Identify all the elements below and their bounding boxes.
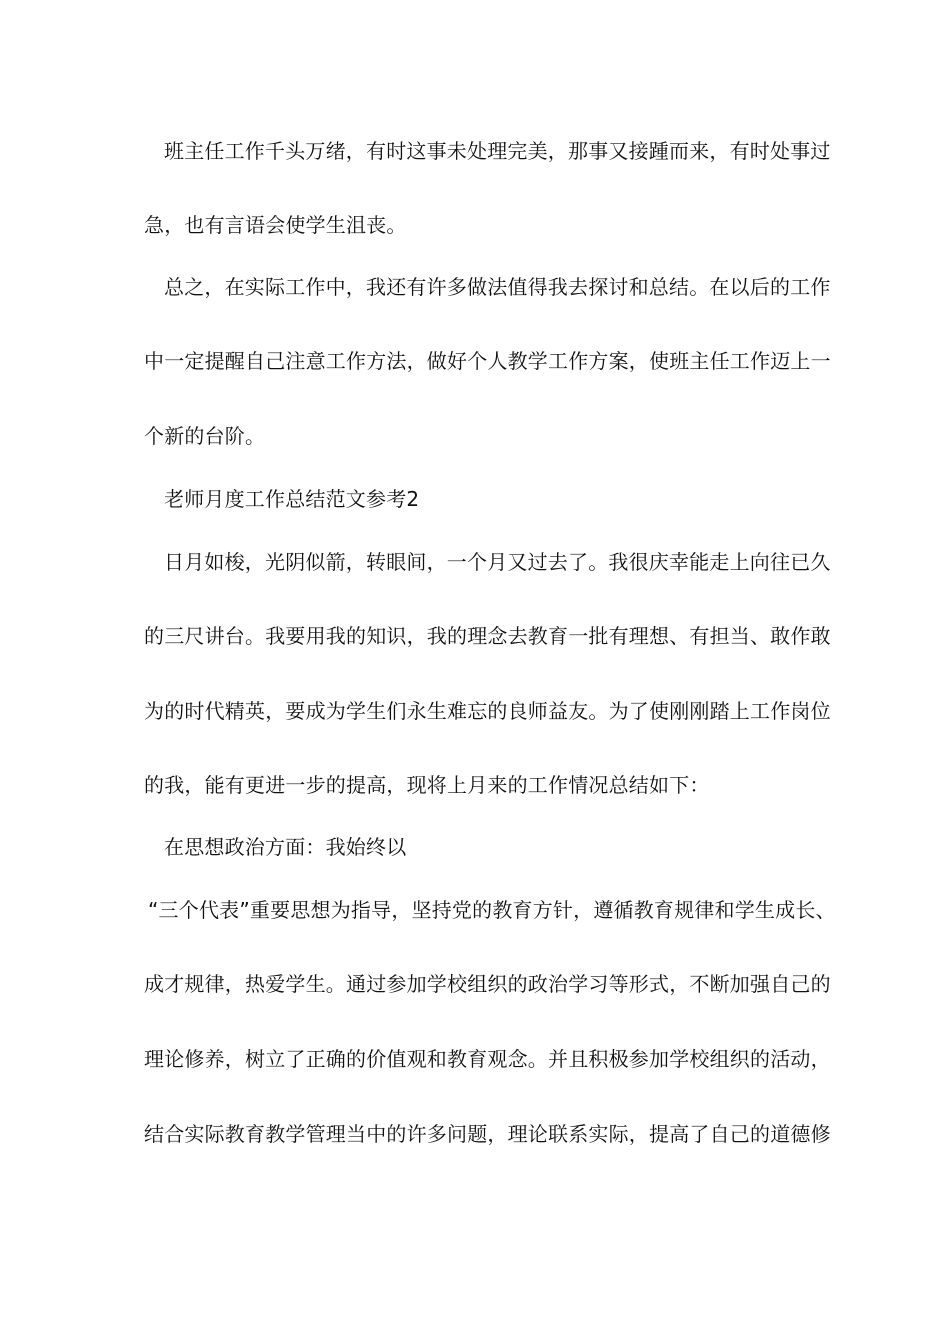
paragraph-line: 在思想政治方面：我始终以 xyxy=(164,835,407,859)
paragraph-line: 急，也有言语会使学生沮丧。 xyxy=(144,213,407,237)
paragraph-line: 中一定提醒自己注意工作方法，做好个人教学工作方案，使班主任工作迈上一 xyxy=(144,349,831,373)
paragraph-line: “三个代表”重要思想为指导，坚持党的教育方针，遵循教育规律和学生成长、 xyxy=(148,898,836,922)
paragraph-line: 结合实际教育教学管理当中的许多问题，理论联系实际，提高了自己的道德修 xyxy=(144,1122,831,1146)
paragraph-line: 为的时代精英，要成为学生们永生难忘的良师益友。为了使刚刚踏上工作岗位 xyxy=(144,699,831,723)
paragraph-line: 理论修养，树立了正确的价值观和教育观念。并且积极参加学校组织的活动， xyxy=(144,1047,831,1071)
paragraph-line: 日月如梭，光阴似箭，转眼间，一个月又过去了。我很庆幸能走上向往已久 xyxy=(164,550,831,574)
paragraph-line: 班主任工作千头万绪，有时这事未处理完美，那事又接踵而来，有时处事过 xyxy=(164,139,831,163)
paragraph-line: 总之，在实际工作中，我还有许多做法值得我去探讨和总结。在以后的工作 xyxy=(164,275,831,299)
paragraph-line: 个新的台阶。 xyxy=(144,424,266,448)
paragraph-line: 成才规律，热爱学生。通过参加学校组织的政治学习等形式，不断加强自己的 xyxy=(144,972,831,996)
section-heading: 老师月度工作总结范文参考2 xyxy=(164,487,420,511)
paragraph-line: 的三尺讲台。我要用我的知识，我的理念去教育一批有理想、有担当、敢作敢 xyxy=(144,624,831,648)
paragraph-line: 的我，能有更进一步的提高，现将上月来的工作情况总结如下： xyxy=(144,773,710,797)
